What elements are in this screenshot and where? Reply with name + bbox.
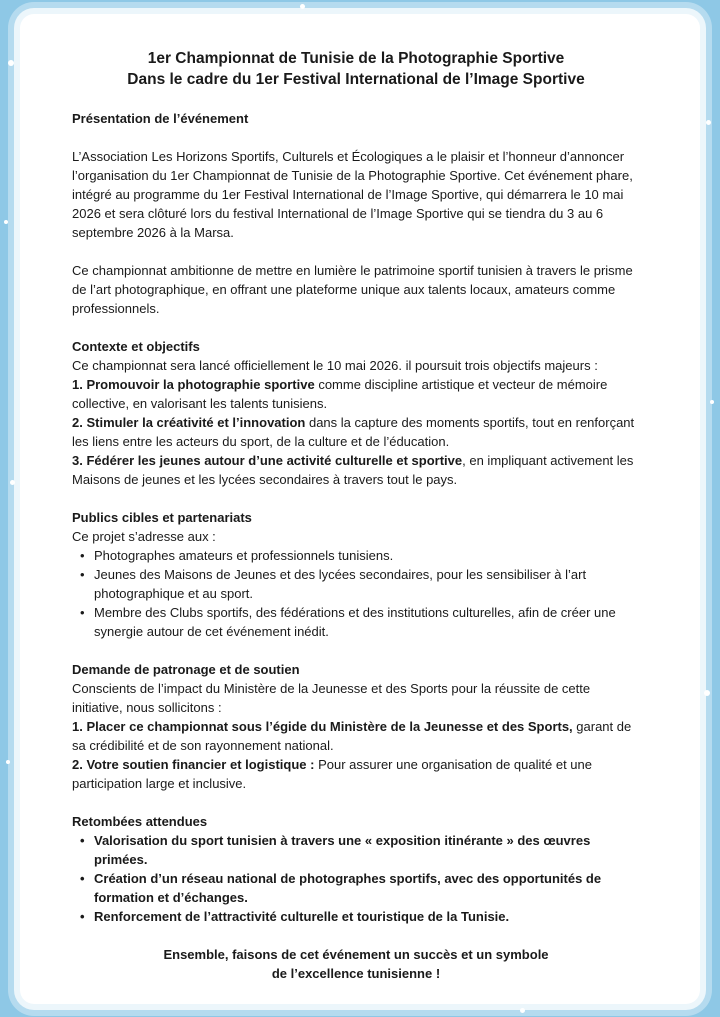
list-item: • Renforcement de l’attractivité culturelle et touristique de la Tunisie. — [72, 907, 640, 926]
objective-text: , en impliquant activement les Maisons de jeunes et les lycées secondaires à travers tout le pays. — [72, 453, 634, 487]
document-title-line2: Dans le cadre du 1er Festival International de l’Image Sportive — [127, 71, 585, 88]
retombees-list — [72, 831, 640, 926]
list-item: • Jeunes des Maisons de Jeunes et des lycées secondaires, pour les sensibiliser à l’art photographique et au sport. — [72, 565, 640, 603]
list-item: • Valorisation du sport tunisien à travers une « exposition itinérante » des œuvres primées. — [72, 831, 640, 869]
section-heading-retombees: Retombées attendues — [72, 814, 208, 829]
frame-speckle — [704, 690, 710, 696]
section-heading-publics: Publics cibles et partenariats — [72, 510, 252, 525]
demande-item-title: 2. Votre soutien financier et logistique : — [72, 757, 315, 772]
frame-speckle — [10, 480, 15, 485]
objective-item — [72, 375, 640, 413]
document-title-line1: 1er Championnat de Tunisie de la Photographie Sportive — [147, 50, 565, 67]
demande-intro: Conscients de l’impact du Ministère de la Jeunesse et des Sports pour la réussite de cette initiative, nous sollicitons : — [72, 681, 591, 715]
section-heading-presentation: Présentation de l’événement — [72, 111, 249, 126]
objective-title: 1. Promouvoir la photographie sportive — [72, 377, 315, 392]
publics-list — [72, 546, 640, 641]
document-content — [72, 48, 640, 983]
demande-item — [72, 717, 640, 755]
presentation-paragraph-1: L’Association Les Horizons Sportifs, Culturels et Écologiques a le plaisir et l’honneur d’annoncer l’organisation du 1er Championnat de Tunisie de la Photographie Sportive. Cet événement phare, intégré au programme du 1er Festival International de l’Image Sportive, qui démarrera le 10 mai 2026 et sera clôturé lors du festival International de l’Image Sportive qui se tiendra du 3 au 6 septembre 2026 à la Marsa. — [72, 149, 633, 240]
frame-speckle — [8, 60, 14, 66]
demande-item-text: Pour assurer une organisation de qualité et une participation large et inclusive. — [72, 757, 592, 791]
objective-text: comme discipline artistique et vecteur de mémoire collective, en valorisant les talents tunisiens. — [72, 377, 608, 411]
closing-line1: Ensemble, faisons de cet événement un succès et un symbole — [163, 947, 549, 962]
section-heading-contexte: Contexte et objectifs — [72, 339, 200, 354]
list-item: • Membre des Clubs sportifs, des fédérations et des institutions culturelles, afin de créer une synergie autour de cet événement inédit. — [72, 603, 640, 641]
objective-title: 2. Stimuler la créativité et l’innovation — [72, 415, 306, 430]
frame-speckle — [300, 4, 305, 9]
frame-speckle — [710, 400, 714, 404]
demande-item-text: garant de sa crédibilité et de son rayonnement national. — [72, 719, 632, 753]
publics-intro: Ce projet s’adresse aux : — [72, 529, 216, 544]
objective-item — [72, 451, 640, 489]
frame-speckle — [520, 1008, 525, 1013]
objective-text: dans la capture des moments sportifs, tout en renforçant les liens entre les acteurs du sport, de la culture et de l’éducation. — [72, 415, 635, 449]
frame-speckle — [4, 220, 8, 224]
demande-item-title: 1. Placer ce championnat sous l’égide du Ministère de la Jeunesse et des Sports, — [72, 719, 573, 734]
frame-speckle — [706, 120, 711, 125]
list-item: • Création d’un réseau national de photographes sportifs, avec des opportunités de formation et d’échanges. — [72, 869, 640, 907]
objective-title: 3. Fédérer les jeunes autour d’une activité culturelle et sportive — [72, 453, 463, 468]
presentation-paragraph-2: Ce championnat ambitionne de mettre en lumière le patrimoine sportif tunisien à travers le prisme de l’art photographique, en offrant une plateforme unique aux talents locaux, amateurs comme professionnels. — [72, 263, 633, 316]
closing-line2: de l’excellence tunisienne ! — [271, 966, 441, 981]
objective-item — [72, 413, 640, 451]
demande-item — [72, 755, 640, 793]
section-heading-demande: Demande de patronage et de soutien — [72, 662, 300, 677]
contexte-intro: Ce championnat sera lancé officiellement le 10 mai 2026. il poursuit trois objectifs majeurs : — [72, 358, 598, 373]
list-item: • Photographes amateurs et professionnels tunisiens. — [72, 546, 640, 565]
frame-speckle — [6, 760, 10, 764]
